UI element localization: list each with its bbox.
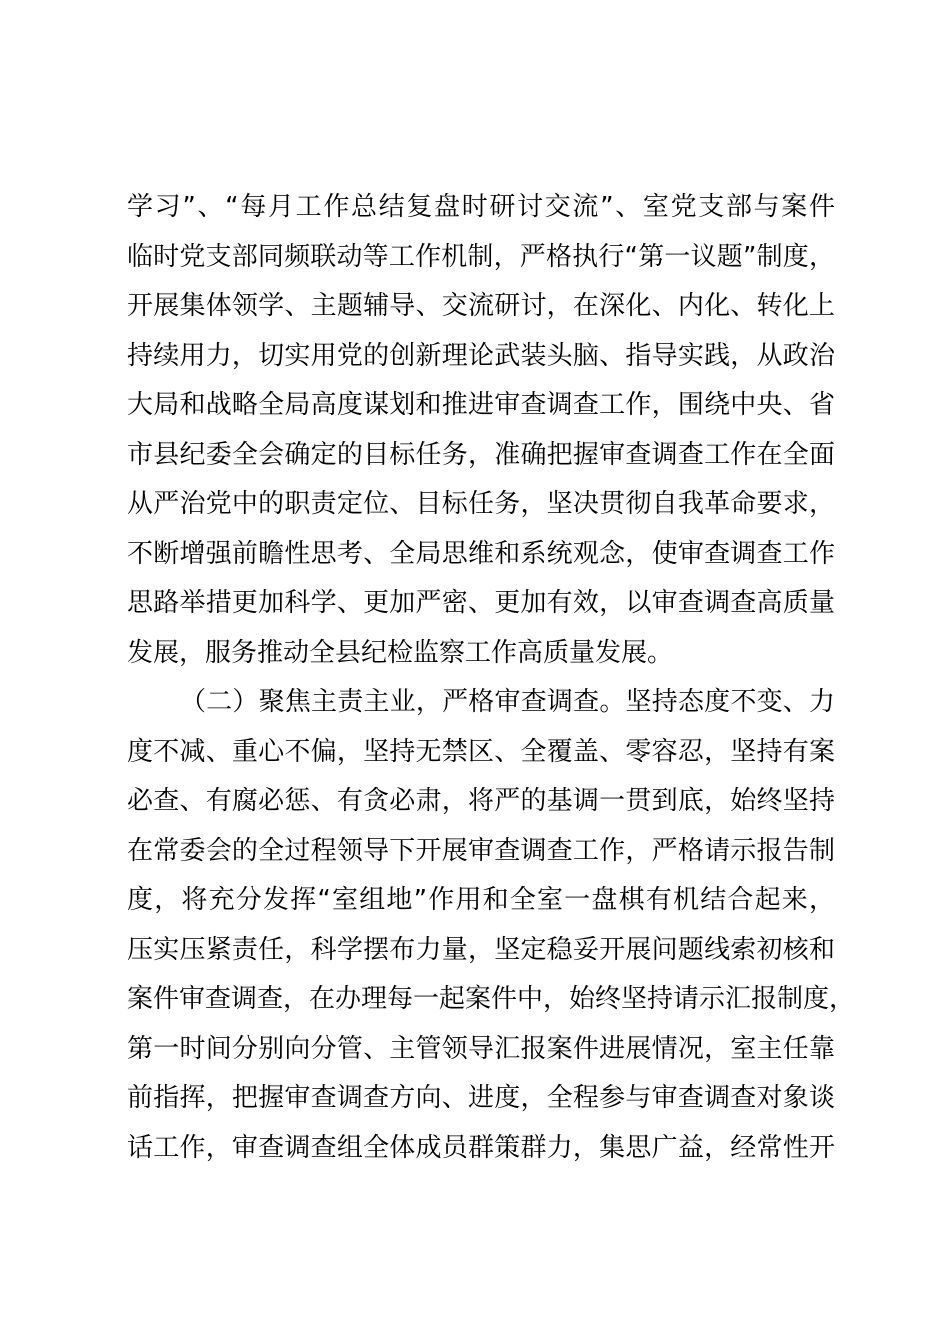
paragraph-line: 前指挥，把握审查调查方向、进度，全程参与审查调查对象谈 — [127, 1083, 835, 1113]
paragraph-line: 在常委会的全过程领导下开展审查调查工作，严格请示报告制 — [127, 835, 835, 866]
paragraph-line: 市县纪委全会确定的目标任务，准确把握审查调查工作在全面 — [127, 439, 835, 470]
paragraph-line: 压实压紧责任，科学摆布力量，坚定稳妥开展问题线索初核和 — [127, 934, 835, 965]
paragraph-line: 临时党支部同频联动等工作机制，严格执行“第一议题”制度， — [127, 241, 835, 272]
paragraph-line: 案件审查调查，在办理每一起案件中，始终坚持请示汇报制度， — [127, 984, 856, 1014]
paragraph-line: 学习”、“每月工作总结复盘时研讨交流”、室党支部与案件 — [127, 192, 835, 222]
paragraph-line: 思路举措更加科学、更加严密、更加有效，以审查调查高质量 — [127, 588, 835, 618]
paragraph-line: 度不减、重心不偏，坚持无禁区、全覆盖、零容忍，坚持有案 — [127, 736, 835, 767]
paragraph-2 — [127, 678, 856, 1173]
paragraph-line: 度，将充分发挥“室组地”作用和全室一盘棋有机结合起来， — [127, 885, 835, 915]
paragraph-line: 持续用力，切实用党的创新理论武装头脑、指导实践，从政治 — [127, 340, 835, 371]
paragraph-line: 第一时间分别向分管、主管领导汇报案件进展情况，室主任靠 — [127, 1033, 835, 1064]
paragraph-line: 不断增强前瞻性思考、全局思维和系统观念，使审查调查工作 — [127, 538, 835, 569]
paragraph-line: 必查、有腐必惩、有贪必肃，将严的基调一贯到底，始终坚持 — [127, 786, 835, 816]
paragraph-line: 开展集体领学、主题辅导、交流研讨，在深化、内化、转化上 — [127, 291, 835, 321]
paragraph-line: （二）聚焦主责主业，严格审查调查。坚持态度不变、力 — [180, 687, 835, 717]
paragraph-line: 从严治党中的职责定位、目标任务，坚决贯彻自我革命要求， — [127, 489, 835, 519]
paragraph-1 — [127, 183, 835, 678]
paragraph-line: 大局和战略全局高度谋划和推进审查调查工作，围绕中央、省 — [127, 390, 835, 420]
document-body — [127, 183, 856, 1173]
paragraph-line: 发展，服务推动全县纪检监察工作高质量发展。 — [127, 637, 674, 668]
paragraph-line: 话工作，审查调查组全体成员群策群力，集思广益，经常性开 — [127, 1132, 835, 1163]
